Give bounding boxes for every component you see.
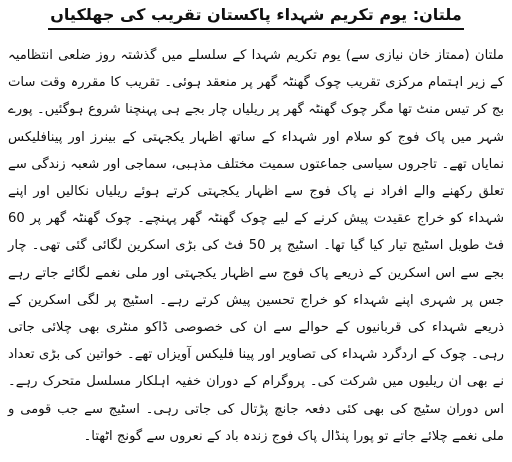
headline-container — [8, 4, 504, 36]
article-body — [8, 36, 504, 450]
article-paragraph: ملتان (ممتاز خان نیازی سے) یوم تکریم شہدا کے سلسلے میں گذشتہ روز ضلعی انتظامیہ کے زیر اہتمام مرکزی تقریب چوک گھنٹہ گھر پر منعقد ہوئی۔ تقریب کا مقررہ وقت سات بج کر تیس منٹ تھا مگر چوک گھنٹہ گھر پر ریلیاں چار بجے ہی پہنچنا شروع ہوگئیں۔ پورے شہر میں پاک فوج کو سلام اور شہداء کے ساتھ اظہار یکجہتی کے بینرز اور پینافلیکس نمایاں تھے۔ تاجروں سیاسی جماعتوں سمیت مختلف مذہبی، سماجی اور شعبہ زندگی سے تعلق رکھنے والے افراد نے پاک فوج سے اظہار یکجہتی کرتے ہوئے ریلیاں نکالیں اور اپنے شہداء کو خراج عقیدت پیش کرنے کے لیے چوک گھنٹہ گھر پہنچے۔ چوک گھنٹہ گھر پر 60 فٹ طویل اسٹیج تیار کیا گیا تھا۔ اسٹیج پر 50 فٹ کی بڑی اسکرین لگائی گئی تھی۔ چار بجے سے اس اسکرین کے ذریعے پاک فوج سے اظہار یکجہتی اور ملی نغمے لگائے جاتے رہے جس پر شہری اپنے شہداء کو خراج تحسین پیش کرتے رہے۔ اسٹیج پر لگی اسکرین کے ذریعے شہداء کی قربانیوں کے حوالے سے ان کی خصوصی ڈاکو منٹری بھی چلائی جاتی رہی۔ چوک کے اردگرد شہداء کی تصاویر اور پینا فلیکس آویزاں تھے۔ خواتین کی بڑی تعداد نے بھی ان ریلیوں میں شرکت کی۔ پروگرام کے دوران خفیہ اہلکار مسلسل متحرک رہے۔ اس دوران سٹیج کی بھی کئی دفعہ جانچ پڑتال کی جاتی رہی۔ اسٹیج سے جب قومی و ملی نغمے چلائے جاتے تو پورا پنڈال پاک فوج زندہ باد کے نعروں سے گونج اٹھتا۔ — [8, 48, 504, 444]
article-headline: ملتان: یوم تکریم شہداء پاکستان تقریب کی جھلکیاں — [48, 4, 463, 30]
